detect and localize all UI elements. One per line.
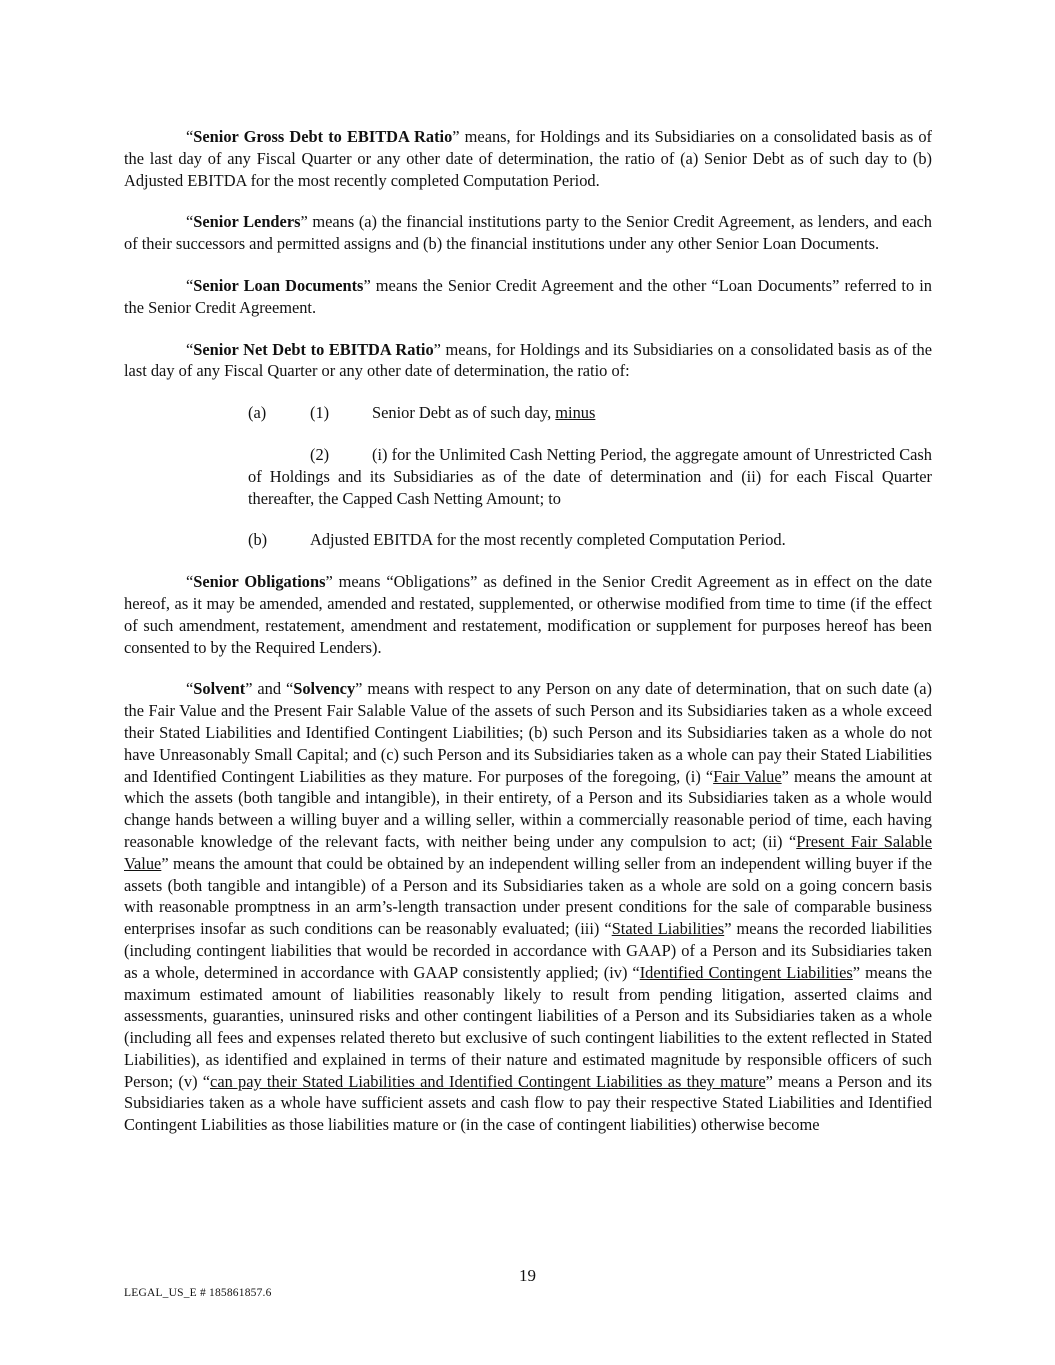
definition-senior-obligations: “Senior Obligations” means “Obligations” as defined in the Senior Credit Agreement as in effect on the date hereof, as it may be amended, amended and restated, supplemented, or otherwise modified from time to time (if the effect of such amendment, restatement, amendment and restatement, modification or supplement for purposes hereof has been consented to by the Required Lenders). <box>124 572 932 657</box>
definition-senior-lenders: “Senior Lenders” means (a) the financial institutions party to the Senior Credit Agreement, as lenders, and each of their successors and permitted assigns and (b) the financial institutions under any other Senior Loan Documents. <box>124 212 932 254</box>
defined-term: Senior Loan Documents <box>193 275 364 295</box>
document-body <box>124 126 932 1156</box>
defined-term: Senior Lenders <box>193 212 301 232</box>
defined-term: Senior Obligations <box>193 572 326 592</box>
definition-senior-loan-documents: “Senior Loan Documents” means the Senior Credit Agreement and the other “Loan Documents” referred to in the Senior Credit Agreement. <box>124 275 932 317</box>
definition-solvent: “Solvent” and “Solvency” means with respect to any Person on any date of determination, that on such date (a) the Fair Value and the Present Fair Salable Value of the assets of such Person and its Subsidiaries taken as a whole exceed their Stated Liabilities and Identified Contingent Liabilities; (b) such Person and its Subsidiaries taken as a whole do not have Unreasonably Small Capital; and (c) such Person and its Subsidiaries taken as a whole can pay their Stated Liabilities and Identified Contingent Liabilities as they mature. For purposes of the foregoing, (i) “Fair Value” means the amount at which the assets (both tangible and intangible), in their entirety, of a Person and its Subsidiaries taken as a whole would change hands between a willing buyer and a willing seller, within a commercially reasonable period of time, each having reasonable knowledge of the relevant facts, with neither being under any compulsion to act; (ii) “Present Fair Salable Value” means the amount that could be obtained by an independent willing seller from an independent willing buyer if the assets (both tangible and intangible) of a Person and its Subsidiaries taken as a whole are sold on a going concern basis with reasonable promptness in an arm’s-length transaction under present conditions for the sale of comparable business enterprises insofar as such conditions can be reasonably evaluated; (iii) “Stated Liabilities” means the recorded liabilities (including contingent liabilities that would be recorded in accordance with GAAP) of a Person and its Subsidiaries taken as a whole, determined in accordance with GAAP consistently applied; (iv) “Identified Contingent Liabilities” means the maximum estimated amount of liabilities reasonably likely to result from pending litigation, asserted claims and assessments, guaranties, uninsured risks and other contingent liabilities of a Person and its Subsidiaries taken as a whole (including all fees and expenses related thereto but exclusive of such contingent liabilities to the extent reflected in Stated Liabilities), as identified and explained in terms of their nature and estimated magnitude by responsible officers of such Person; (v) “can pay their Stated Liabilities and Identified Contingent Liabilities as they mature” means a Person and its Subsidiaries taken as a whole have sufficient assets and cash flow to pay their respective Stated Liabilities and Identified Contingent Liabilities as those liabilities mature or (in the case of contingent liabilities) otherwise become <box>124 679 933 1135</box>
definition-senior-net-debt: “Senior Net Debt to EBITDA Ratio” means, for Holdings and its Subsidiaries on a consolidated basis as of the last day of any Fiscal Quarter or any other date of determination, the ratio of: <box>124 339 932 381</box>
defined-term: Senior Gross Debt to EBITDA Ratio <box>193 127 453 146</box>
defined-term: Solvent <box>193 679 246 699</box>
definition-senior-gross-debt: “Senior Gross Debt to EBITDA Ratio” means, for Holdings and its Subsidiaries on a consolidated basis as of the last day of any Fiscal Quarter or any other date of determination, the ratio of (a) Senior Debt as of such day to (b) Adjusted EBITDA for the most recently completed Computation Period. <box>124 127 932 190</box>
clause-a-2: (2) (i) for the Unlimited Cash Netting Period, the aggregate amount of Unrestricted Cash of Holdings and its Subsidiaries as of the date of determination and (ii) for each Fiscal Quarter thereafter, the Capped Cash Netting Amount; to <box>248 444 932 508</box>
footer-document-id: LEGAL_US_E # 185861857.6 <box>124 1287 272 1299</box>
defined-term: Solvency <box>293 679 356 699</box>
clause-b: (b) Adjusted EBITDA for the most recently completed Computation Period. <box>248 530 786 550</box>
clause-a-1: (a) (1) Senior Debt as of such day, minus <box>248 403 596 423</box>
page-number: 19 <box>519 1266 536 1285</box>
defined-term: Senior Net Debt to EBITDA Ratio <box>193 339 434 359</box>
